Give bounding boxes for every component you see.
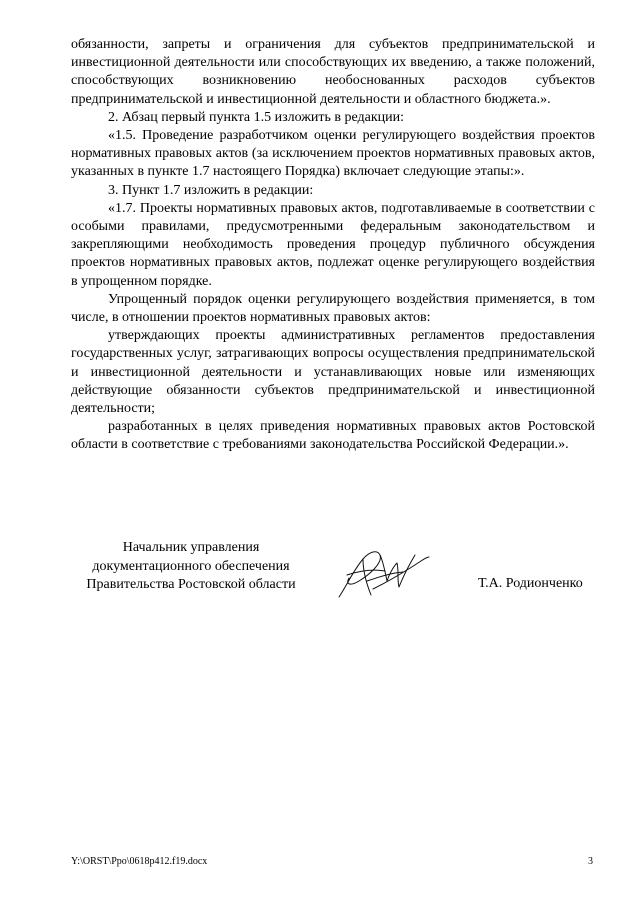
footer-file-path: Y:\ORST\Ppo\0618p412.f19.docx: [71, 856, 208, 867]
body-paragraph: Упрощенный порядок оценки регулирующего воздействия применяется, в том числе, в отношении проектов нормативных правовых актов:: [71, 291, 595, 326]
body-paragraph: разработанных в целях приведения нормативных правовых актов Ростовской области в соответствие с требованиями законодательства Российской Федерации.».: [71, 419, 595, 453]
position-line: Правительства Ростовской области: [86, 577, 296, 592]
position-line: документационного обеспечения: [92, 558, 290, 574]
signatory-position: [71, 539, 311, 595]
document-body: [71, 36, 595, 455]
body-paragraph: «1.5. Проведение разработчиком оценки регулирующего воздействия проектов нормативных правовых актов (за исключением проектов нормативных правовых актов, указанных в пункте 1.7 настоящего Порядка) включает следующие этапы:».: [71, 128, 595, 180]
body-paragraph: обязанности, запреты и ограничения для субъектов предпринимательской и инвестиционной деятельности или способствующих их введению, а также положений, способствующих возникновению необоснованных расходов субъектов предпринимательской и инвестиционной деятельности и областного бюджета.».: [71, 37, 595, 107]
position-line: Начальник управления: [122, 540, 260, 555]
page-number: 3: [588, 856, 593, 867]
body-paragraph: утверждающих проекты административных регламентов предоставления государственных услуг, затрагивающих вопросы осуществления предпринимательской и инвестиционной деятельности и устанавливающих новые или изменяющих действующие обязанности субъектов предпринимательской и инвестиционной деятельности;: [71, 328, 595, 417]
handwritten-signature-icon: [333, 545, 431, 603]
signer-name: Т.А. Родионченко: [478, 576, 583, 591]
body-paragraph: «1.7. Проекты нормативных правовых актов, подготавливаемые в соответствии с особыми правилами, предусмотренными федеральным законодательством и закрепляющими необходимость проведения процедур публичного обсуждения проектов нормативных правовых актов, подлежат оценке регулирующего воздействия в упрощенном порядке.: [71, 200, 595, 289]
body-paragraph: 3. Пункт 1.7 изложить в редакции:: [108, 182, 314, 198]
body-paragraph: 2. Абзац первый пункта 1.5 изложить в редакции:: [108, 109, 405, 125]
